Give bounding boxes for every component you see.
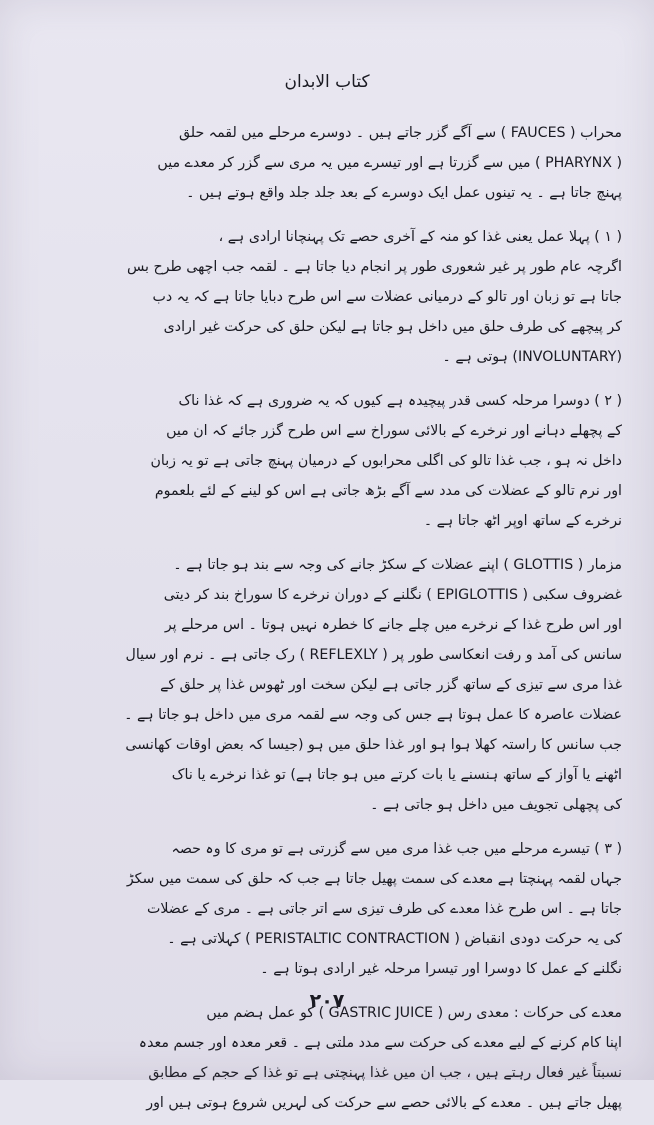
paragraph-2 [36,222,622,372]
text-line: داخل نہ ہو ، جب غذا تالو کی اگلی محرابوں کے درمیان پہنچ جاتی ہے تو یہ زبان [150,453,622,469]
text-line: ( ۱ ) پہلا عمل یعنی غذا کو منہ کے آخری حصے تک پہنچانا ارادی ہے ، [218,229,622,245]
text-line: ( ۲ ) دوسرا مرحلہ کسی قدر پیچیدہ ہے کیوں کہ یہ ضروری ہے کہ غذا ناک [178,393,622,409]
text-line: سانس کی آمد و رفت انعکاسی طور پر ( REFLEXLY ) رک جاتی ہے ۔ نرم اور سیال [125,647,622,663]
text-line: کے پچھلے دہانے اور نرخرے کے بالائی سوراخ سے اس طرح گزر جائے کہ ان میں [166,423,622,439]
text-line: اٹھنے یا آواز کے ساتھ ہنسنے یا بات کرتے میں ہو جاتا ہے) تو غذا نرخرے یا ناک [171,767,622,783]
text-line: جہاں لقمہ پہنچتا ہے معدے کی سمت پھیل جاتا ہے جب کہ حلق کی سمت میں سکڑ [126,871,622,887]
text-line: عضلات عاصرہ کا عمل ہوتا ہے جس کی وجہ سے لقمہ مری میں داخل ہو جاتا ہے ۔ [124,707,622,723]
paragraph-1 [36,118,622,208]
text-line: محراب ( FAUCES ) سے آگے گزر جاتے ہیں ۔ دوسرے مرحلے میں لقمہ حلق [178,125,622,141]
text-line: اور نرم تالو کے عضلات کی مدد سے آگے بڑھ جاتی ہے اس کو لینے کے لئے بلعموم [154,483,622,499]
page-body [36,118,622,1125]
page-number: ۲۰۷ [309,990,345,1012]
text-line: اگرچہ عام طور پر غیر شعوری طور پر انجام دیا جاتا ہے ۔ لقمہ جب اچھی طرح بس [126,259,622,275]
paragraph-3 [36,386,622,536]
text-line: جب سانس کا راستہ کھلا ہوا ہو اور غذا حلق میں ہو (جیسا کہ بعض اوقات کھانسی [125,737,622,753]
text-line: (INVOLUNTARY) ہوتی ہے ۔ [442,349,622,365]
paragraph-5 [36,834,622,984]
text-line: کر پیچھے کی طرف حلق میں داخل ہو جاتا ہے لیکن حلق کی حرکت غیر ارادی [163,319,622,335]
text-line: ( ۳ ) تیسرے مرحلے میں جب غذا مری میں سے گزرتی ہے تو مری کا وہ حصہ [171,841,622,857]
text-line: اپنا کام کرنے کے لیے معدے کی حرکت سے مدد ملتی ہے ۔ قعر معدہ اور جسم معدہ [138,1035,622,1051]
paragraph-4 [36,550,622,820]
text-line: پہنچ جاتا ہے ۔ یہ تینوں عمل ایک دوسرے کے بعد جلد جلد واقع ہوتے ہیں ۔ [186,185,622,201]
page-title: کتاب الابدان [284,72,370,92]
text-line: جاتا ہے تو زبان اور تالو کے درمیانی عضلات سے اس طرح دبایا جاتا ہے کہ یہ دب [152,289,622,305]
text-line: نسبتاً غیر فعال رہتے ہیں ، جب ان میں غذا پہنچتی ہے تو غذا کے حجم کے مطابق [148,1065,622,1081]
text-line: غذا مری سے تیزی کے ساتھ گزر جاتی ہے لیکن سخت اور ٹھوس غذا پر حلق کے [160,677,622,693]
text-line: پھیل جاتے ہیں ۔ معدے کے بالائی حصے سے حرکت کی لہریں شروع ہوتی ہیں اور [146,1095,622,1111]
text-line: جاتا ہے ۔ اس طرح غذا معدے کی طرف تیزی سے اتر جاتی ہے ۔ مری کے عضلات [146,901,622,917]
text-line: غضروف سکبی ( EPIGLOTTIS ) نگلنے کے دوران نرخرے کا سوراخ بند کر دیتی [163,587,622,603]
text-line: اور اس طرح غذا کے نرخرے میں چلے جانے کا خطرہ نہیں ہوتا ۔ اس مرحلے پر [164,617,622,633]
text-line: ( PHARYNX ) میں سے گزرتا ہے اور تیسرے میں یہ مری سے گزر کر معدے میں [157,155,622,171]
text-line: مزمار ( GLOTTIS ) اپنے عضلات کے سکڑ جانے کی وجہ سے بند ہو جاتا ہے ۔ [173,557,622,573]
text-line: کی پچھلی تجویف میں داخل ہو جاتی ہے ۔ [370,797,622,813]
text-line: نرخرے کے ساتھ اوپر اٹھ جاتا ہے ۔ [423,513,622,529]
text-line: کی یہ حرکت دودی انقباض ( PERISTALTIC CONTRACTION ) کہلاتی ہے ۔ [167,931,622,947]
text-line: معدے کی حرکات : معدی رس ( GASTRIC JUICE ) کو عمل ہضم میں [206,1005,622,1021]
text-line: نگلنے کے عمل کا دوسرا اور تیسرا مرحلہ غیر ارادی ہوتا ہے ۔ [260,961,622,977]
paragraph-6 [36,998,622,1118]
